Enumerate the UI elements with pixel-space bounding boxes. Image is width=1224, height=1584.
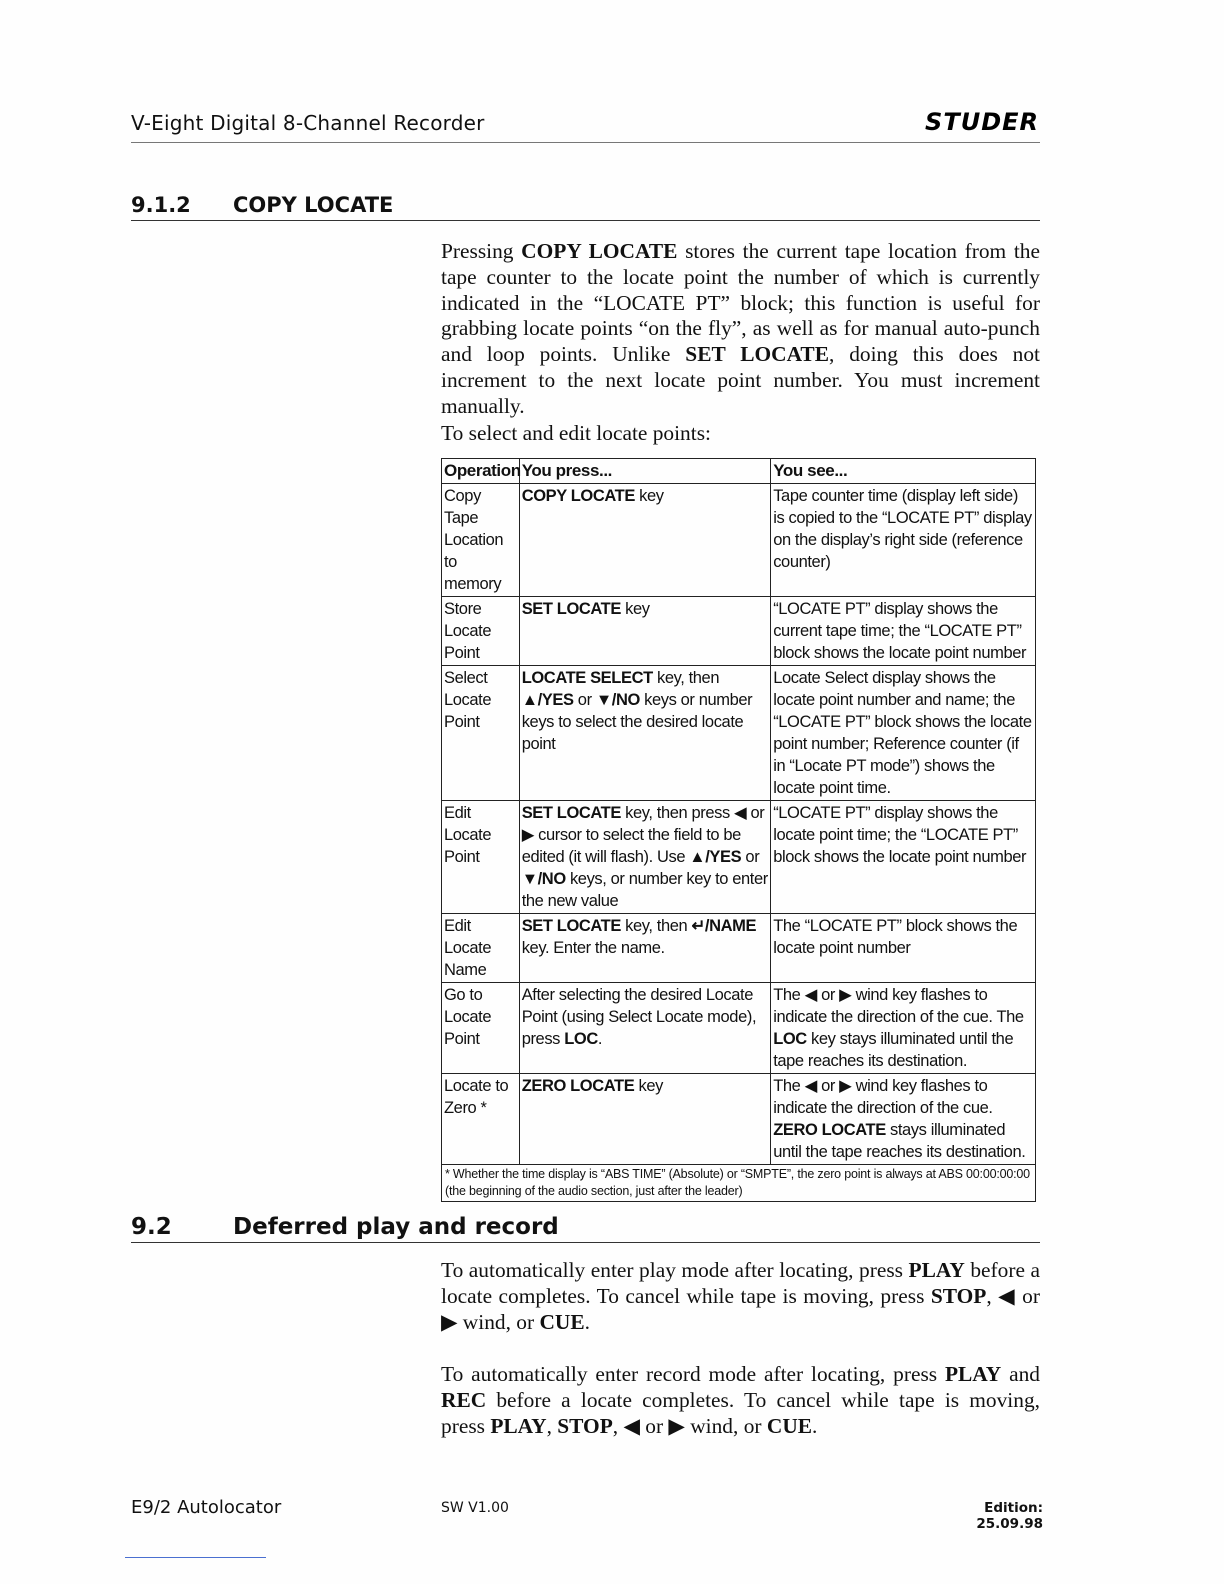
operation-cell: Edit Locate Name bbox=[442, 914, 520, 983]
section-number: 9.1.2 bbox=[131, 193, 191, 217]
section-title: COPY LOCATE bbox=[233, 193, 394, 217]
table-footnote-row bbox=[442, 1165, 1036, 1202]
column-header: You press... bbox=[519, 459, 771, 484]
footer-chapter: E9/2 Autolocator bbox=[131, 1497, 282, 1518]
table-row bbox=[442, 597, 1036, 666]
running-header-title: V-Eight Digital 8-Channel Recorder bbox=[131, 111, 485, 135]
press-cell: COPY LOCATE key bbox=[519, 484, 771, 597]
operation-cell: Locate to Zero * bbox=[442, 1074, 520, 1165]
table-header-row bbox=[442, 459, 1036, 484]
table-row bbox=[442, 914, 1036, 983]
column-header: Operation bbox=[442, 459, 520, 484]
section-title: Deferred play and record bbox=[233, 1214, 559, 1240]
see-cell: “LOCATE PT” display shows the current tape time; the “LOCATE PT” block shows the locate point number bbox=[771, 597, 1036, 666]
studer-logo bbox=[916, 107, 1040, 135]
table-row bbox=[442, 801, 1036, 914]
footer-link-underline bbox=[125, 1557, 266, 1558]
section-number: 9.2 bbox=[131, 1214, 172, 1240]
section-rule bbox=[131, 220, 1040, 221]
table-row bbox=[442, 484, 1036, 597]
deferred-play-paragraph: To automatically enter play mode after locating, press PLAY before a locate completes. To cancel while tape is moving, press STOP, ◀ or ▶ wind, or CUE. bbox=[441, 1258, 1040, 1334]
table-footnote: * Whether the time display is “ABS TIME” (Absolute) or “SMPTE”, the zero point is always at ABS 00:00:00:00 (the beginning of the audio section, just after the leader) bbox=[442, 1165, 1036, 1202]
footer-edition: Edition: 25.09.98 bbox=[976, 1500, 1043, 1532]
see-cell: Locate Select display shows the locate point number and name; the “LOCATE PT” block shows the locate point number; Reference counter (if in “Locate PT mode”) shows the locate point time. bbox=[771, 666, 1036, 801]
operation-cell: Go to Locate Point bbox=[442, 983, 520, 1074]
copy-locate-paragraph: Pressing COPY LOCATE stores the current tape location from the tape counter to the locate point the number of which is currently indicated in the “LOCATE PT” block; this function is useful for grabbing locate points “on the fly”, as well as for manual auto-punch and loop points. Unlike SET LOCATE, doing this does not increment to the next locate point number. You must increment manually. bbox=[441, 239, 1040, 418]
see-cell: The ◀ or ▶ wind key flashes to indicate the direction of the cue. ZERO LOCATE stays illuminated until the tape reaches its destination. bbox=[771, 1074, 1036, 1165]
studer-logo-text: STUDER bbox=[925, 108, 1039, 135]
press-cell: SET LOCATE key bbox=[519, 597, 771, 666]
see-cell: The “LOCATE PT” block shows the locate point number bbox=[771, 914, 1036, 983]
see-cell: “LOCATE PT” display shows the locate point time; the “LOCATE PT” block shows the locate point number bbox=[771, 801, 1036, 914]
operation-cell: Copy Tape Location to memory bbox=[442, 484, 520, 597]
table-row bbox=[442, 983, 1036, 1074]
press-cell: LOCATE SELECT key, then ▲/YES or ▼/NO keys or number keys to select the desired locate point bbox=[519, 666, 771, 801]
press-cell: SET LOCATE key, then ↵/NAME key. Enter the name. bbox=[519, 914, 771, 983]
table-row bbox=[442, 1074, 1036, 1165]
footer-software-version: SW V1.00 bbox=[441, 1500, 509, 1516]
operation-cell: Store Locate Point bbox=[442, 597, 520, 666]
locate-operations-table bbox=[441, 458, 1036, 1202]
press-cell: SET LOCATE key, then press ◀ or ▶ cursor to select the field to be edited (it will flash). Use ▲/YES or ▼/NO keys, or number key to enter the new value bbox=[519, 801, 771, 914]
press-cell: ZERO LOCATE key bbox=[519, 1074, 771, 1165]
table-intro: To select and edit locate points: bbox=[441, 421, 711, 445]
table-row bbox=[442, 666, 1036, 801]
press-cell: After selecting the desired Locate Point (using Select Locate mode), press LOC. bbox=[519, 983, 771, 1074]
see-cell: Tape counter time (display left side) is copied to the “LOCATE PT” display on the display’s right side (reference counter) bbox=[771, 484, 1036, 597]
operation-cell: Edit Locate Point bbox=[442, 801, 520, 914]
column-header: You see... bbox=[771, 459, 1036, 484]
deferred-record-paragraph: To automatically enter record mode after locating, press PLAY and REC before a locate completes. To cancel while tape is moving, press PLAY, STOP, ◀ or ▶ wind, or CUE. bbox=[441, 1362, 1040, 1438]
operation-cell: Select Locate Point bbox=[442, 666, 520, 801]
header-rule bbox=[131, 142, 1040, 143]
section-rule bbox=[131, 1242, 1040, 1243]
see-cell: The ◀ or ▶ wind key flashes to indicate the direction of the cue. The LOC key stays illuminated until the tape reaches its destination. bbox=[771, 983, 1036, 1074]
